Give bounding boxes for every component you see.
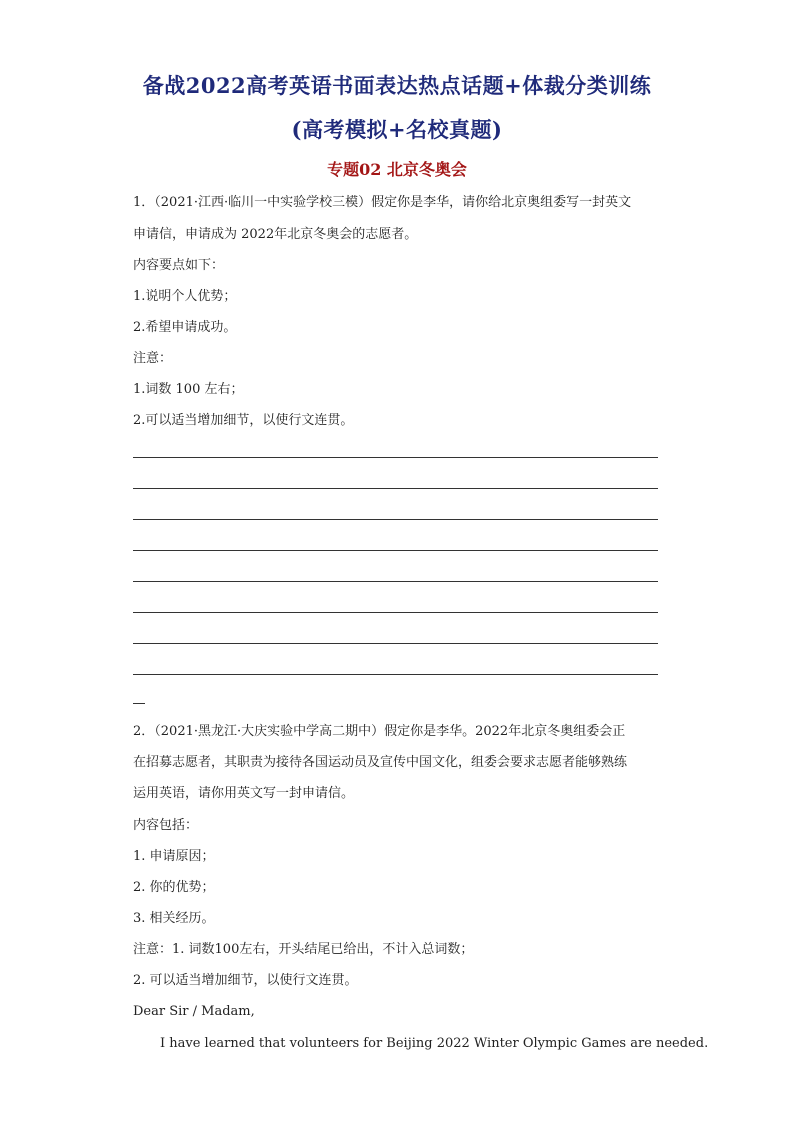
q1-point-2: 2.希望申请成功。 xyxy=(133,320,237,335)
q1-prompt-line-2: 申请信，申请成为 2022年北京冬奥会的志愿者。 xyxy=(133,227,418,242)
q2-content-3: 3. 相关经历。 xyxy=(133,911,215,926)
q1-note-2: 2.可以适当增加细节，以使行文连贯。 xyxy=(133,413,354,428)
document-title-sub: (高考模拟+名校真题) xyxy=(291,117,503,142)
q2-content-heading: 内容包括： xyxy=(133,818,199,833)
q1-notes-heading: 注意： xyxy=(133,351,173,366)
q2-opening-sentence: I have learned that volunteers for Beijing 2022 Winter Olympic Games are needed. xyxy=(160,1036,709,1051)
answer-line[interactable] xyxy=(133,581,658,582)
q2-salutation: Dear Sir / Madam, xyxy=(133,1004,255,1019)
answer-line[interactable] xyxy=(133,457,658,458)
answer-line[interactable] xyxy=(133,643,658,644)
answer-line[interactable] xyxy=(133,674,658,675)
answer-line[interactable] xyxy=(133,488,658,489)
q1-point-1: 1.说明个人优势； xyxy=(133,289,237,304)
q1-points-heading: 内容要点如下： xyxy=(133,258,225,273)
q2-note-1: 注意：1. 词数100左右，开头结尾已给出，不计入总词数； xyxy=(133,942,474,957)
answer-line[interactable] xyxy=(133,612,658,613)
document-title: 备战2022高考英语书面表达热点话题+体裁分类训练 xyxy=(142,73,652,98)
q2-prompt-line-3: 运用英语，请你用英文写一封申请信。 xyxy=(133,786,355,801)
q1-note-1: 1.词数 100 左右； xyxy=(133,382,244,397)
q1-prompt-line-1: 1．（2021·江西·临川一中实验学校三模）假定你是李华，请你给北京奥组委写一封英文 xyxy=(133,195,632,210)
answer-line[interactable] xyxy=(133,550,658,551)
answer-line-end xyxy=(133,703,145,704)
q2-prompt-line-2: 在招募志愿者，其职责为接待各国运动员及宣传中国文化，组委会要求志愿者能够熟练 xyxy=(133,755,628,770)
q2-content-2: 2. 你的优势； xyxy=(133,880,215,895)
topic-heading: 专题02 北京冬奥会 xyxy=(327,160,467,179)
q2-note-2: 2. 可以适当增加细节，以使行文连贯。 xyxy=(133,973,358,988)
q2-prompt-line-1: 2．（2021·黑龙江·大庆实验中学高二期中）假定你是李华。2022年北京冬奥组委会正 xyxy=(133,724,626,739)
answer-line[interactable] xyxy=(133,519,658,520)
q2-content-1: 1. 申请原因； xyxy=(133,849,215,864)
